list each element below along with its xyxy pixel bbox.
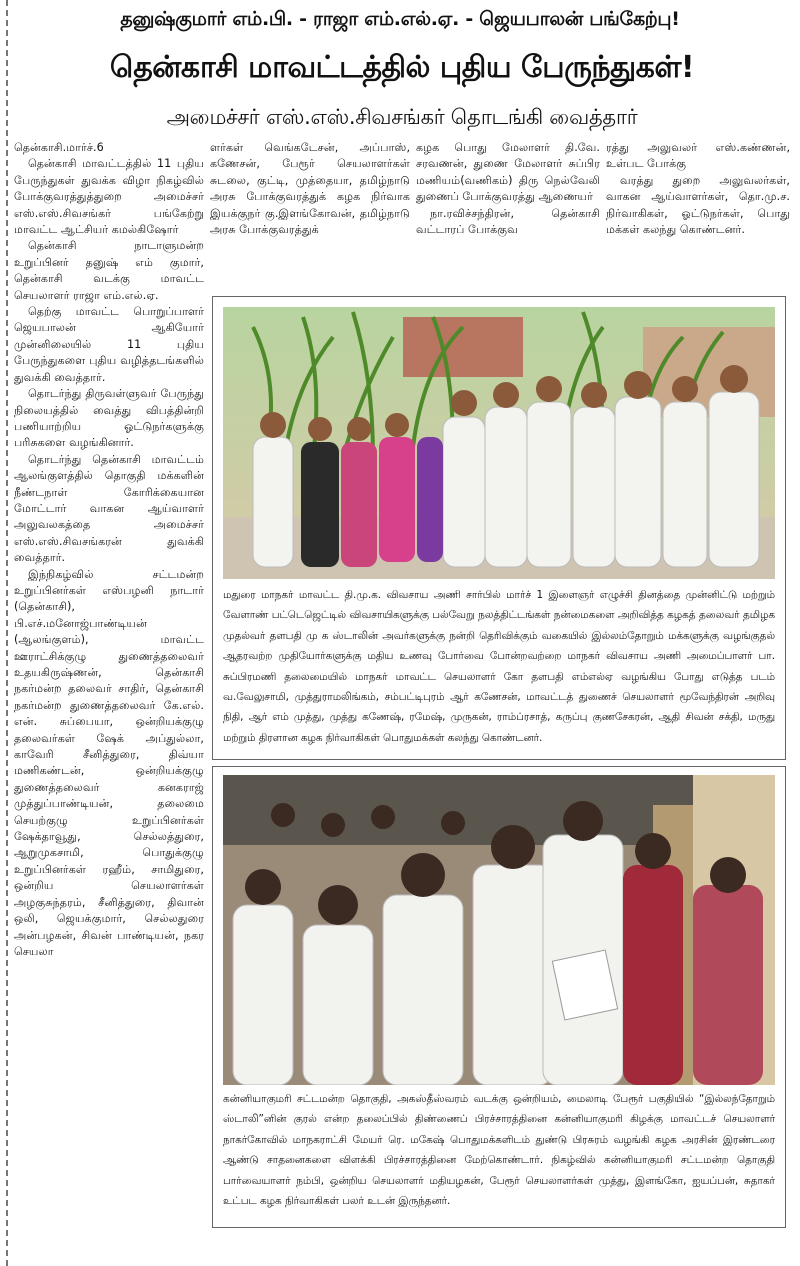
article-column-1 xyxy=(14,140,204,1232)
dateline: தென்காசி.மார்ச்.6 xyxy=(14,141,104,154)
article-paragraph: கழக பொது மேலாளர் தி.வே. சரவணன், துணை மேலாளர் சுப்பிர மணியம்(வணிகம்) திரு நெல்வேலி துணைப் போக்குவரத்து ஆணையர் xyxy=(416,141,600,204)
photo-box-kanyakumari xyxy=(212,766,786,1228)
photo-illustration xyxy=(223,775,775,1085)
news-photo-sapling-distribution xyxy=(223,307,775,579)
article-paragraph: ளர்கள் வெங்கடேசன், அப்பாஸ், கணேசன், பேரூர் செயலாளர்கள் சுடலை, குட்டி, முத்தையா, தமிழ்நாடு அரசு போக்குவரத்துக் கழக நிர்வாக இயக்குநர் கு.இளங்கோவன், தமிழ்நாடு அரசு போக்குவரத்துக் xyxy=(210,141,410,237)
news-photo-leaflet-campaign xyxy=(223,775,775,1085)
photo-illustration xyxy=(223,307,775,579)
article-paragraph: இந்நிகழ்வில் சட்டமன்ற உறுப்பினர்கள் எஸ்பழனி நாடார் (தென்காசி), பி.எச்.மனோஜ்பாண்டியன் (ஆலங்குளம்), மாவட்ட ஊராட்சிக்குழு துணைத்தலைவர் உதயகிருஷ்ணன், தென்காசி நகர்மன்ற தலைவர் சாதிர், தென்காசி நகர்மன்ற துணைத்தலைவர் கே.எல். என். சுப்பையா, ஒன்றியக்குழு தலைவர்கள் ஷேக் அப்துல்லா, காவேரி சீனித்துரை, திவ்யா மணிகண்டன், ஒன்றியக்குழு துணைத்தலைவர் கனகராஜ் முத்துப்பாண்டியன், தலைமை செயற்குழு உறுப்பினர்கள் ஷேக்தாவூது, செல்லத்துரை, ஆறுமுகசாமி, பொதுக்குழு உறுப்பினர்கள் ரஹீம், சாமிதுரை, ஒன்றிய செயலாளர்கள் அழகுசுந்தரம், சீனித்துரை, திவான் ஒலி, ஜெயக்குமார், செல்லதுரை அன்பழகன், சிவன் பாண்டியன், நகர செயலா xyxy=(14,567,204,958)
article-paragraph: ரத்து அலுவலர் எஸ்.கண்ணன், உள்பட போக்கு xyxy=(606,141,790,171)
article-paragraph: தென்காசி மாவட்டத்தில் 11 புதிய பேருந்துகள் துவக்க விழா நிகழ்வில் போக்குவரத்துத்துறை அமைச்சர் எஸ்.எஸ்.சிவசங்கர் பங்கேற்று மாவட்ட ஆட்சியர் கமல்கிஷோர் xyxy=(14,157,204,237)
headline: தென்காசி மாவட்டத்தில் புதிய பேருந்துகள்! xyxy=(109,50,695,85)
article-column-3 xyxy=(416,140,600,292)
article-paragraph: தொடர்ந்து திருவள்ளுவர் பேருந்து நிலையத்தில் வைத்து விபத்தின்றி பணியாற்றிய ஓட்டுநர்களுக்கு பரிசுகளை வழங்கினார். xyxy=(14,387,204,450)
column-dashed-rule xyxy=(6,0,8,1266)
article-paragraph: தெற்கு மாவட்ட பொறுப்பாளர் ஜெயபாலன் ஆகியோர் முன்னிலையில் 11 புதிய பேருந்துகளை புதிய வழித்தடங்களில் துவக்கி வைத்தார். xyxy=(14,305,204,384)
photo-caption: மதுரை மாநகர் மாவட்ட தி.மு.க. விவசாய அணி சார்பில் மார்ச் 1 இளைஞர் எழுச்சி தினத்தை முன்னிட்டு மற்றும் வேளாண் பட்டெஜெட்டில் விவசாயிகளுக்கு பல்வேறு நலத்திட்டங்கள் நன்மைகளை அறிவித்த கழகத் தலைவர் தமிழக முதல்வர் தளபதி மு க ஸ்டாலின் அவர்களுக்கு நன்றி தெரிவிக்கும் வகையில் இல்லம்தோறும் மக்களுக்கு வழங்குதல் ஆதரவற்ற முதியோர்களுக்கு மதிய உணவு போர்வை போன்றவற்றை மாநகர் விவசாய அணி அமைப்பாளர் பா. சுப்பிரமணி தலைமையில் மாநகர் மாவட்ட செயலாளர் கோ தளபதி எம்எல்ஏ வழங்கிய போது எடுத்த படம் வ.வேலுசாமி, முத்துராமலிங்கம், சம்பட்டிபுரம் ஆர் கணேசன், மாவட்டத் துணைச் செயலாளர் மூவேந்திரன் அறிவு நிதி, ஆர் எம் முத்து, முத்து கணேஷ், ரமேஷ், முருகன், ராம்ப்ரசாத், கருப்பு குணசேகரன், ஆதி சிவன் சக்தி, மருது மற்றும் திரளான கழக நிர்வாகிகள் பொதுமக்கள் கலந்து கொண்டனர். xyxy=(223,589,775,744)
article-paragraph: நா.ரவிச்சந்திரன், தென்காசி வட்டாரப் போக்குவ xyxy=(416,206,600,237)
article-column-4 xyxy=(606,140,790,292)
article-paragraph: வரத்து துறை அலுவலர்கள், வாகன ஆய்வாளர்கள், தொ.மு.ச. நிர்வாகிகள், ஓட்டுநர்கள், பொது மக்கள் கலந்து கொண்டனர். xyxy=(606,173,790,237)
photo-caption: கன்னியாகுமரி சட்டமன்ற தொகுதி, அகஸ்தீஸ்வரம் வடக்கு ஒன்றியம், மைலாடி பேரூர் பகுதியில் “இல்லந்தோறும் ஸ்டாலி”னின் குரல் என்ற தலைப்பில் திண்ணைப் பிரச்சாரத்தினை கன்னியாகுமரி கிழக்கு மாவட்டச் செயலாளர் நாகர்கோவில் மாநகராட்சி மேயர் ரெ. மகேஷ் பொதுமக்களிடம் துண்டு பிரசுரம் வழங்கி கழக அரசின் இரண்டரை ஆண்டு சாதனைகளை விளக்கி பிரச்சாரத்தினை மேற்கொண்டார். நிகழ்வில் கன்னியாகுமரி சட்டமன்ற தொகுதி பார்வையாளர் நம்பி, ஒன்றிய செயலாளர் மதியழகன், பேரூர் செயலாளர்கள் முத்து, இளங்கோ, ஐயப்பன், சுதாகர் உட்பட கழக நிர்வாகிகள் பலர் உடன் இருந்தனர். xyxy=(223,1093,775,1208)
article-paragraph: தென்காசி நாடாளுமன்ற உறுப்பினர் தனுஷ் எம் குமார், தென்காசி வடக்கு மாவட்ட செயலாளர் ராஜா எம்.எல்.ஏ. xyxy=(14,239,204,302)
article-paragraph: தொடர்ந்து தென்காசி மாவட்டம் ஆலங்குளத்தில் தொகுதி மக்களின் நீண்டநாள் கோரிக்கையான மோட்டார் வாகன ஆய்வாளர் அலுவலகத்தை அமைச்சர் எஸ்.எஸ்.சிவசங்கரன் துவக்கி வைத்தார். xyxy=(14,452,204,565)
kicker-line: தனுஷ்குமார் எம்.பி. - ராஜா எம்.எல்.ஏ. - ஜெயபாலன் பங்கேற்பு! xyxy=(120,8,680,30)
subheadline: அமைச்சர் எஸ்.எஸ்.சிவசங்கர் தொடங்கி வைத்தார் xyxy=(166,105,638,129)
photo-box-madurai xyxy=(212,296,786,760)
article-column-2 xyxy=(210,140,410,292)
